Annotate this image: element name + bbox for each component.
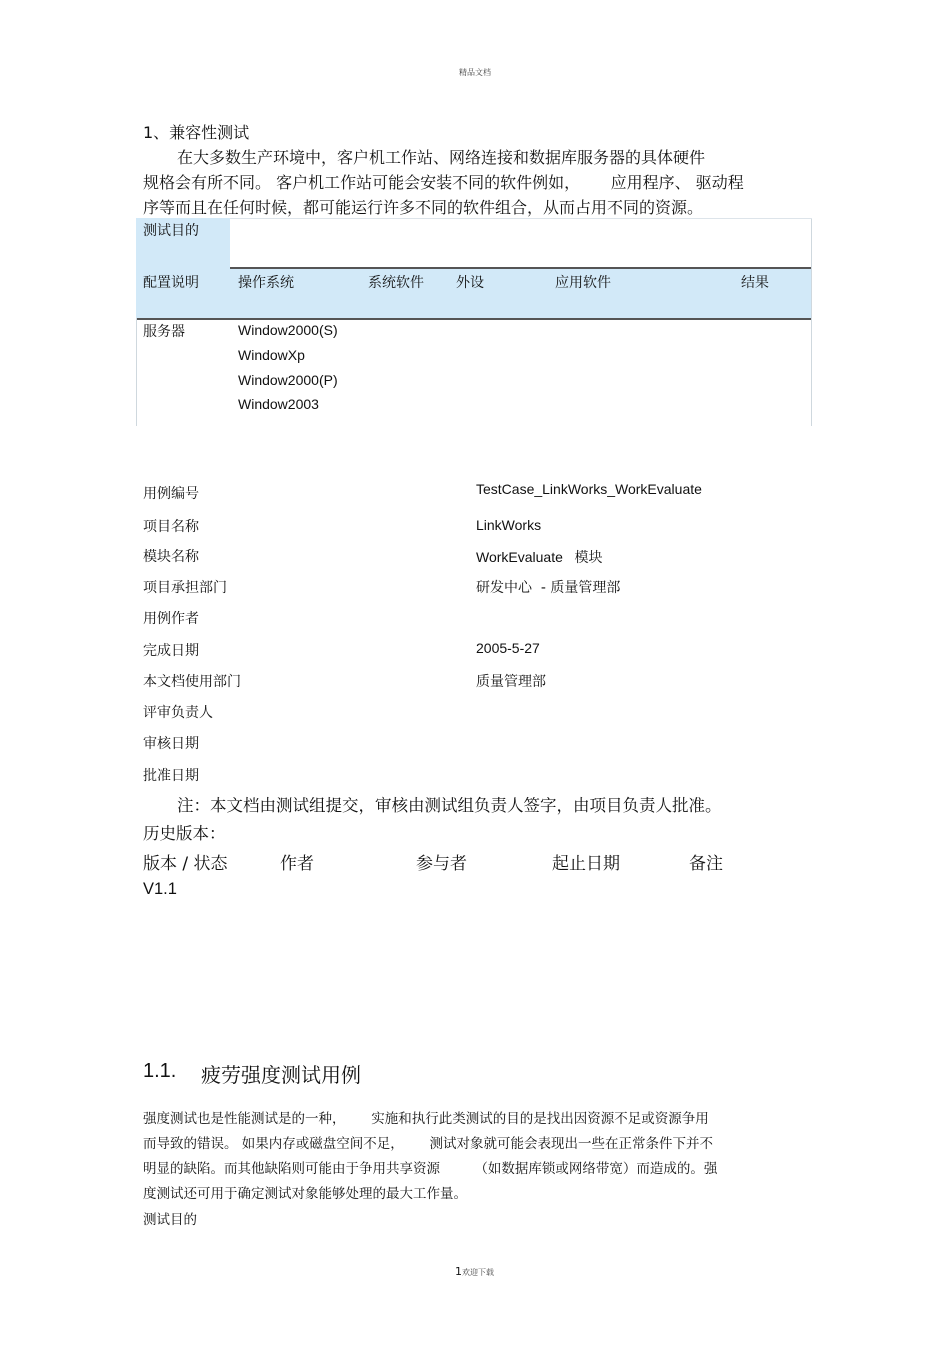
- stress-paragraph-line: 明显的缺陷。而其他缺陷则可能由于争用共享资源 （如数据库锁或网络带宽）而造成的。强: [143, 1161, 718, 1177]
- info-label: 批准日期: [143, 768, 199, 784]
- info-value: LinkWorks: [476, 517, 542, 533]
- history-title: 历史版本：: [143, 824, 226, 843]
- page-header: 精品文档: [459, 68, 491, 77]
- paragraph-line: 在大多数生产环境中，客户机工作站、网络连接和数据库服务器的具体硬件: [177, 148, 706, 167]
- paragraph-line: 规格会有所不同。 客户机工作站可能会安装不同的软件例如， 应用程序、 驱动程: [143, 173, 744, 192]
- config-label: 配置说明: [143, 275, 199, 291]
- stress-paragraph-line: 而导致的错误。 如果内存或磁盘空间不足， 测试对象就可能会表现出一些在正常条件下并不: [143, 1136, 714, 1152]
- footer-text: 欢迎下载: [462, 1268, 494, 1277]
- info-value: 2005-5-27: [476, 640, 540, 656]
- info-label: 模块名称: [143, 549, 199, 565]
- info-label: 完成日期: [143, 643, 199, 659]
- server-label: 服务器: [143, 324, 185, 340]
- section-title-compatibility: 1、兼容性测试: [143, 123, 250, 142]
- paragraph-line: 序等而且在任何时候，都可能运行许多不同的软件组合，从而占用不同的资源。: [143, 198, 704, 217]
- stress-paragraph-line: 强度测试也是性能测试是的一种， 实施和执行此类测试的目的是找出因资源不足或资源争用: [143, 1111, 709, 1127]
- info-label: 项目名称: [143, 519, 199, 535]
- info-label: 用例作者: [143, 611, 199, 627]
- table-rule: [230, 267, 812, 269]
- info-label: 项目承担部门: [143, 580, 227, 596]
- section-title-stress: 疲劳强度测试用例: [201, 1063, 361, 1087]
- page-number: 1: [455, 1265, 462, 1278]
- stress-paragraph-line: 度测试还可用于确定测试对象能够处理的最大工作量。: [143, 1186, 467, 1202]
- history-column: 备注: [689, 854, 723, 874]
- approval-note: 注：本文档由测试组提交，审核由测试组负责人签字，由项目负责人批准。: [177, 796, 722, 815]
- history-column: 起止日期: [552, 854, 620, 874]
- history-column: 作者: [280, 854, 314, 874]
- info-label: 审核日期: [143, 736, 199, 752]
- table-header-bg: [230, 268, 812, 318]
- os-item: Window2000(P): [238, 372, 338, 388]
- history-version: V1.1: [143, 880, 177, 898]
- page-footer: [455, 1260, 494, 1279]
- table-border: [811, 218, 812, 426]
- info-value: WorkEvaluate 模块: [476, 549, 603, 565]
- info-value: 研发中心 - 质量管理部: [476, 580, 621, 596]
- section-number: 1.1.: [143, 1060, 177, 1082]
- column-header: 外设: [456, 275, 484, 291]
- compatibility-table: [136, 218, 812, 426]
- column-header: 操作系统: [238, 275, 294, 291]
- info-value: 质量管理部: [476, 674, 546, 690]
- stress-purpose-label: 测试目的: [143, 1212, 197, 1228]
- info-label: 本文档使用部门: [143, 674, 241, 690]
- os-item: Window2000(S): [238, 322, 338, 338]
- os-item: Window2003: [238, 396, 319, 412]
- info-value: TestCase_LinkWorks_WorkEvaluate: [476, 481, 702, 497]
- purpose-label: 测试目的: [143, 223, 199, 239]
- table-rule: [136, 318, 812, 320]
- table-border: [230, 218, 812, 219]
- column-header: 系统软件: [368, 275, 424, 291]
- info-label: 用例编号: [143, 486, 199, 502]
- table-border: [136, 318, 137, 426]
- os-item: WindowXp: [238, 347, 305, 363]
- column-header: 结果: [741, 275, 769, 291]
- history-column: 版本 / 状态: [143, 854, 228, 874]
- history-column: 参与者: [416, 854, 467, 874]
- info-label: 评审负责人: [143, 705, 213, 721]
- column-header: 应用软件: [555, 275, 611, 291]
